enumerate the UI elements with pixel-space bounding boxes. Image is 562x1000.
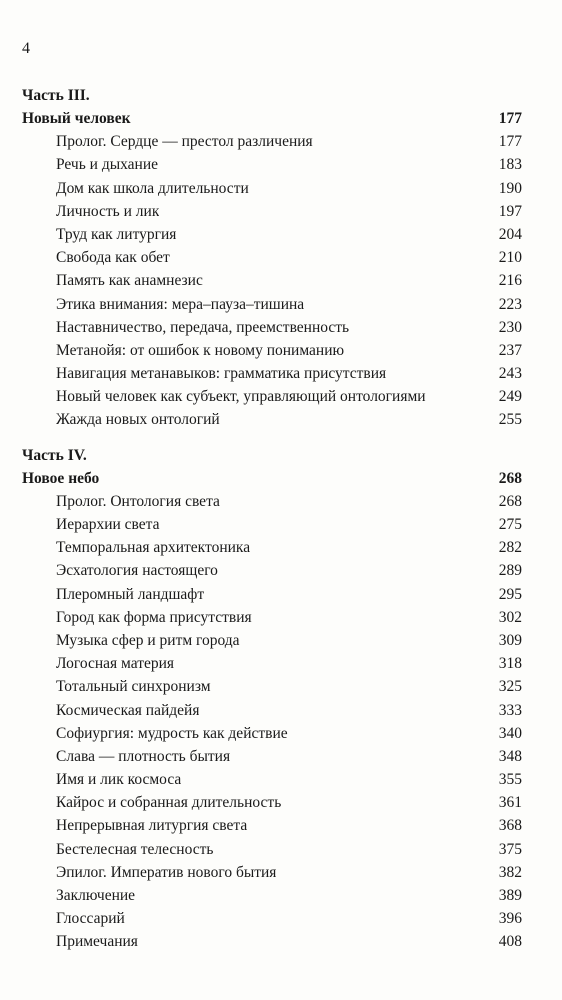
toc-part bbox=[22, 444, 522, 954]
toc-entry bbox=[22, 408, 522, 431]
toc-entry bbox=[22, 246, 522, 269]
entry-title: Этика внимания: мера–пауза–тишина bbox=[56, 295, 305, 313]
entry-page-number: 389 bbox=[498, 887, 522, 904]
toc-entry bbox=[22, 339, 522, 362]
entry-title: Темпоральная архитектоника bbox=[56, 539, 251, 557]
entry-title: Плеромный ландшафт bbox=[56, 585, 205, 603]
entry-page-number: 177 bbox=[498, 133, 522, 151]
entry-page-number: 325 bbox=[498, 678, 522, 696]
entry-title: Пролог. Онтология света bbox=[56, 492, 220, 510]
toc-entry bbox=[22, 223, 522, 246]
entry-page-number: 243 bbox=[498, 365, 522, 383]
entry-title: Эпилог. Императив нового бытия bbox=[56, 863, 277, 881]
toc-entry bbox=[22, 930, 522, 953]
entry-title: Заключение bbox=[56, 887, 136, 904]
entry-page-number: 309 bbox=[498, 631, 522, 649]
entry-page-number: 183 bbox=[498, 156, 522, 174]
entry-page-number: 275 bbox=[498, 516, 522, 533]
entry-title: Пролог. Сердце — престол различения bbox=[56, 133, 313, 151]
part-title: Новое небо bbox=[22, 469, 100, 487]
entry-title: Непрерывная литургия света bbox=[56, 817, 248, 835]
entry-title: Дом как школа длительности bbox=[56, 179, 249, 197]
entry-page-number: 382 bbox=[498, 863, 522, 881]
entry-page-number: 204 bbox=[498, 225, 522, 243]
entry-title: Слава — плотность бытия bbox=[56, 747, 231, 765]
entry-page-number: 230 bbox=[498, 318, 522, 336]
entry-title: Имя и лик космоса bbox=[56, 771, 182, 789]
entry-title: Речь и дыхание bbox=[56, 156, 159, 174]
toc-entry bbox=[22, 838, 522, 861]
entry-title: Эсхатология настоящего bbox=[56, 562, 218, 580]
table-of-contents bbox=[22, 84, 522, 954]
page-number: 4 bbox=[22, 40, 30, 57]
entry-title: Труд как литургия bbox=[56, 225, 177, 243]
entry-title: Память как анамнезис bbox=[56, 272, 203, 290]
toc-entry bbox=[22, 814, 522, 837]
entry-page-number: 340 bbox=[498, 724, 522, 742]
toc-entry bbox=[22, 583, 522, 606]
entry-page-number: 223 bbox=[498, 295, 522, 313]
entry-page-number: 216 bbox=[498, 272, 522, 290]
entry-page-number: 318 bbox=[498, 655, 522, 673]
entry-page-number: 348 bbox=[498, 747, 522, 765]
entry-page-number: 295 bbox=[498, 585, 522, 603]
toc-entry bbox=[22, 745, 522, 768]
toc-entry bbox=[22, 536, 522, 559]
entry-page-number: 210 bbox=[498, 249, 522, 267]
entry-page-number: 361 bbox=[498, 794, 522, 812]
part-label: Часть III. bbox=[22, 87, 90, 104]
entry-title: Личность и лик bbox=[56, 202, 160, 220]
toc-entry bbox=[22, 884, 522, 907]
toc-part bbox=[22, 84, 522, 432]
toc-entry bbox=[22, 362, 522, 385]
toc-entry bbox=[22, 200, 522, 223]
entry-title: Новый человек как субъект, управляющий онтологиями bbox=[56, 388, 426, 406]
entry-page-number: 333 bbox=[498, 701, 522, 719]
entry-page-number: 249 bbox=[498, 388, 522, 406]
entry-title: Иерархии света bbox=[56, 516, 160, 533]
toc-entry bbox=[22, 675, 522, 698]
entry-title: Навигация метанавыков: грамматика присутствия bbox=[56, 365, 387, 383]
entry-page-number: 396 bbox=[498, 910, 522, 928]
entry-page-number: 190 bbox=[498, 179, 522, 197]
part-title-row bbox=[22, 467, 522, 490]
entry-title: Космическая пайдейя bbox=[56, 701, 200, 719]
entry-page-number: 375 bbox=[498, 840, 522, 858]
entry-title: Логосная материя bbox=[56, 655, 175, 673]
toc-entry bbox=[22, 606, 522, 629]
entry-title: Музыка сфер и ритм города bbox=[56, 631, 240, 649]
entry-page-number: 255 bbox=[498, 411, 522, 429]
toc-entry bbox=[22, 153, 522, 176]
entry-title: Тотальный синхронизм bbox=[56, 678, 211, 696]
toc-entry bbox=[22, 559, 522, 582]
entry-title: Кайрос и собранная длительность bbox=[56, 794, 282, 812]
entry-page-number: 197 bbox=[498, 202, 522, 220]
toc-entry bbox=[22, 722, 522, 745]
toc-entry bbox=[22, 861, 522, 884]
entry-title: Примечания bbox=[56, 933, 138, 951]
part-page-number: 177 bbox=[498, 110, 522, 127]
toc-entry bbox=[22, 316, 522, 339]
toc-entry bbox=[22, 768, 522, 791]
entry-title: Город как форма присутствия bbox=[56, 608, 252, 626]
toc-entry bbox=[22, 130, 522, 153]
toc-entry bbox=[22, 269, 522, 292]
toc-entry bbox=[22, 513, 522, 536]
entry-title: Метанойя: от ошибок к новому пониманию bbox=[56, 341, 345, 359]
entry-page-number: 302 bbox=[498, 608, 522, 626]
entry-page-number: 282 bbox=[498, 539, 522, 557]
entry-page-number: 268 bbox=[498, 492, 522, 510]
toc-entry bbox=[22, 699, 522, 722]
entry-page-number: 289 bbox=[498, 562, 522, 580]
part-page-number: 268 bbox=[498, 469, 522, 487]
entry-title: Наставничество, передача, преемственность bbox=[56, 318, 350, 336]
toc-entry bbox=[22, 177, 522, 200]
toc-entry bbox=[22, 629, 522, 652]
entry-title: Свобода как обет bbox=[56, 249, 170, 267]
entry-title: Софиургия: мудрость как действие bbox=[56, 724, 288, 742]
entry-page-number: 237 bbox=[498, 341, 522, 359]
entry-page-number: 368 bbox=[498, 817, 522, 835]
toc-entry bbox=[22, 791, 522, 814]
entry-title: Глоссарий bbox=[56, 910, 125, 928]
toc-entry bbox=[22, 652, 522, 675]
part-title: Новый человек bbox=[22, 110, 131, 127]
entry-title: Бестелесная телесность bbox=[56, 840, 214, 858]
toc-entry bbox=[22, 907, 522, 930]
entry-title: Жажда новых онтологий bbox=[56, 411, 220, 429]
entry-page-number: 408 bbox=[498, 933, 522, 951]
part-title-row bbox=[22, 107, 522, 130]
toc-entry bbox=[22, 293, 522, 316]
part-label: Часть IV. bbox=[22, 446, 87, 464]
toc-entry bbox=[22, 490, 522, 513]
toc-entry bbox=[22, 385, 522, 408]
entry-page-number: 355 bbox=[498, 771, 522, 789]
